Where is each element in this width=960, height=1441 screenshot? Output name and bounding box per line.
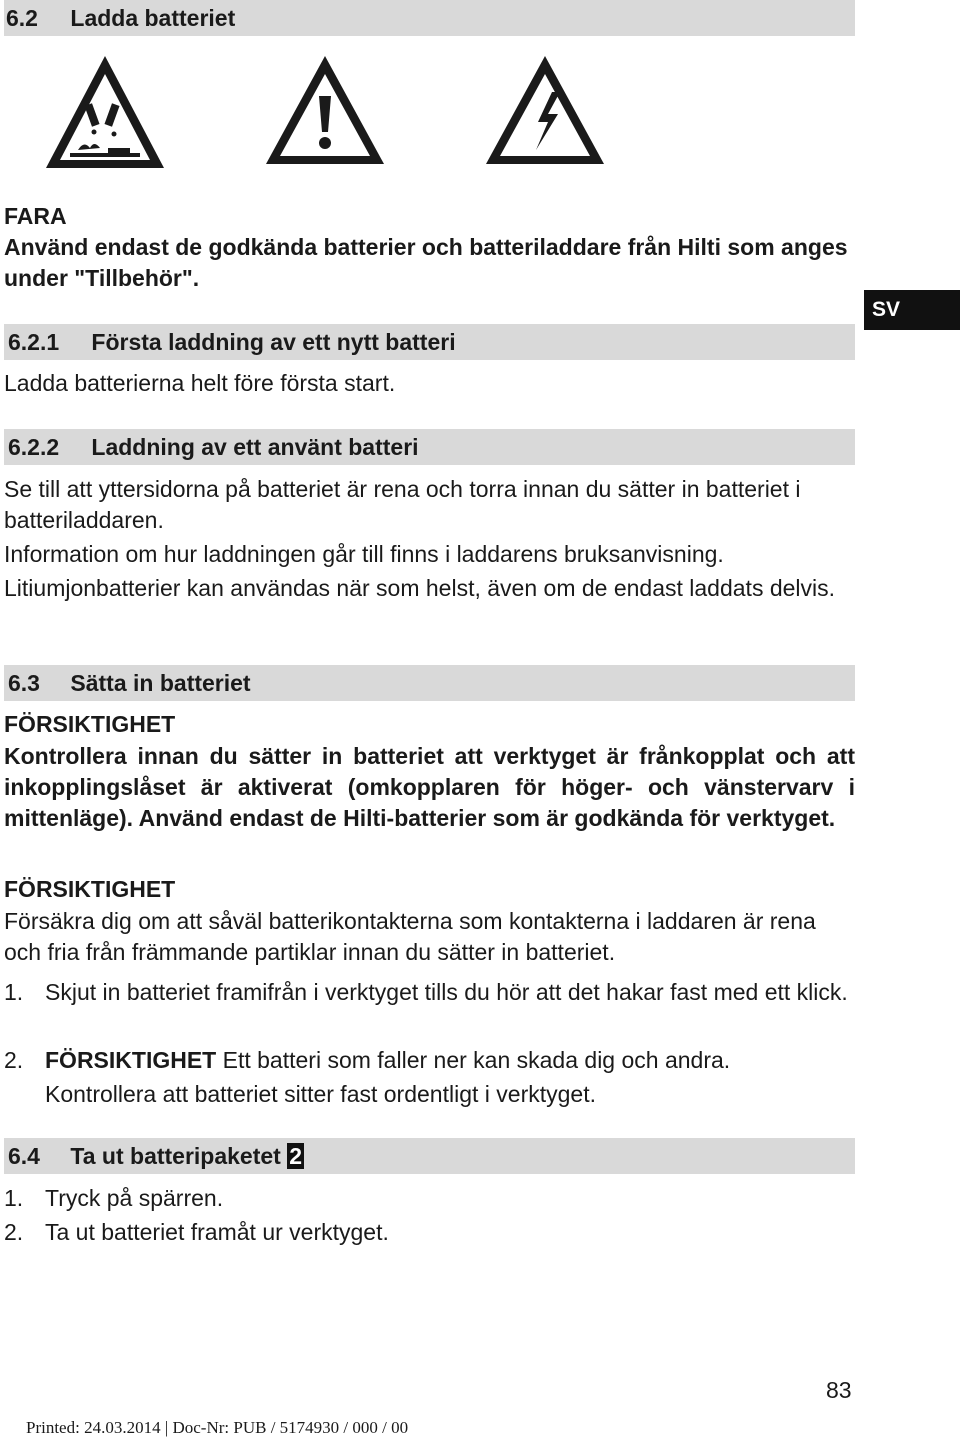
danger-label: FARA — [4, 203, 67, 229]
list-item — [4, 1217, 855, 1248]
section-heading-6-2 — [4, 0, 855, 36]
paragraph: Information om hur laddningen går till finns i laddarens bruksanvisning. — [4, 541, 724, 567]
section-title: Ta ut batteripaketet — [70, 1143, 281, 1169]
page-number: 83 — [826, 1377, 852, 1403]
section-number: 6.2.2 — [8, 434, 60, 460]
section-title: Första laddning av ett nytt batteri — [91, 329, 456, 355]
list-text: Skjut in batteriet framifrån i verktyget tills du hör att det hakar fast med ett klick. — [45, 979, 848, 1005]
danger-text: Använd endast de godkända batterier och batteriladdare från Hilti som anges under "Tillbehör". — [4, 234, 848, 291]
paragraph: Ladda batterierna helt före första start. — [4, 370, 396, 396]
print-footer: Printed: 24.03.2014 | Doc-Nr: PUB / 5174930 / 000 / 00 — [26, 1418, 409, 1437]
list-text: Ett batteri som faller ner kan skada dig och andra. Kontrollera att batteriet sitter fast ordentligt i verktyget. — [45, 1047, 731, 1107]
section-heading-6-2-2 — [4, 429, 855, 465]
section-title: Laddning av ett använt batteri — [91, 434, 419, 460]
section-heading-6-4 — [4, 1138, 855, 1174]
paragraph: Se till att yttersidorna på batteriet är rena och torra innan du sätter in batteriet i batteriladdaren. — [4, 476, 801, 533]
corrosive-warning-icon — [42, 52, 168, 172]
caution-inline-label: FÖRSIKTIGHET — [45, 1047, 217, 1073]
section-number: 6.2.1 — [8, 329, 60, 355]
caution-label: FÖRSIKTIGHET — [4, 876, 176, 902]
list-number: 1. — [4, 1185, 24, 1211]
list-item — [4, 1043, 855, 1111]
list-number: 2. — [4, 1047, 24, 1073]
section-heading-6-3 — [4, 665, 855, 701]
section-heading-6-2-1 — [4, 324, 855, 360]
section-number: 6.2 — [6, 5, 38, 31]
list-number: 2. — [4, 1219, 24, 1245]
section-title: Sätta in batteriet — [70, 670, 251, 696]
figure-reference: 2 — [289, 1143, 303, 1169]
section-number: 6.4 — [8, 1143, 40, 1169]
general-warning-icon — [262, 52, 388, 168]
list-item — [4, 1183, 855, 1214]
list-item — [4, 977, 855, 1008]
list-number: 1. — [4, 979, 24, 1005]
language-tab: SV — [864, 290, 960, 330]
caution-text: Försäkra dig om att såväl batterikontakterna som kontakterna i laddaren är rena och fria från främmande partiklar innan du sätter in batteriet. — [4, 908, 816, 965]
electrical-hazard-icon — [482, 52, 608, 168]
paragraph: Litiumjonbatterier kan användas när som helst, även om de endast laddats delvis. — [4, 575, 836, 601]
caution-text: Kontrollera innan du sätter in batteriet att verktyget är frånkopplat och att inkopplingslåset är aktiverat (omkopplaren för höger- och vänstervarv i mittenläge). Använd endast de Hilti-batterier som är godkända för verktyget. — [4, 743, 855, 831]
section-number: 6.3 — [8, 670, 40, 696]
list-text: Tryck på spärren. — [45, 1185, 224, 1211]
list-text: Ta ut batteriet framåt ur verktyget. — [45, 1219, 389, 1245]
section-title: Ladda batteriet — [70, 5, 236, 31]
caution-label: FÖRSIKTIGHET — [4, 711, 176, 737]
